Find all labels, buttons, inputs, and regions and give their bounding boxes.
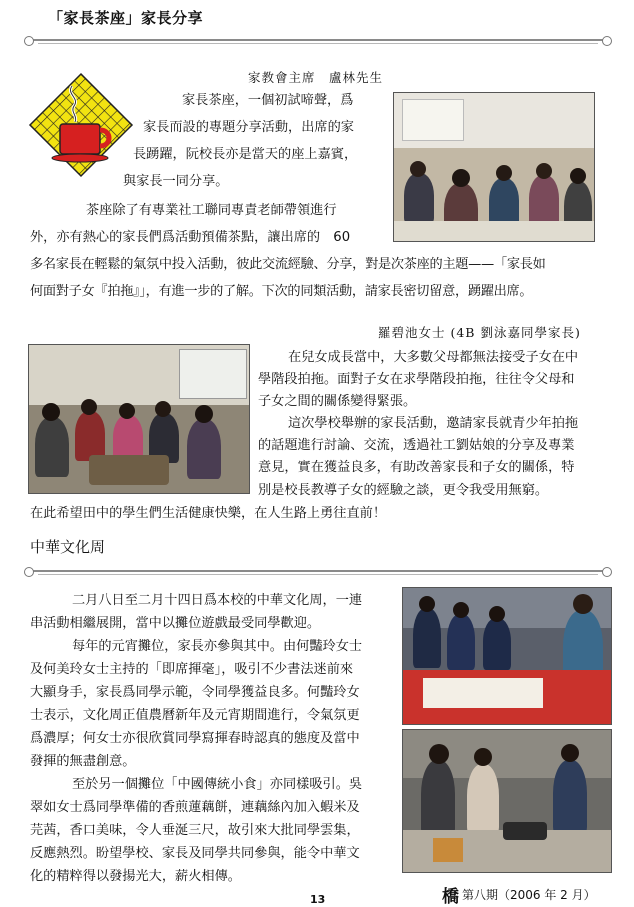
text-line: 發揮的無盡創意。	[30, 754, 136, 769]
section-title: 中華文化周	[30, 538, 106, 556]
text-line: 芫茜，香口美味，令人垂涎三尺，故引來大批同學雲集，	[30, 823, 360, 838]
text-line: 至於另一個攤位「中國傳統小食」亦同樣吸引。吳	[72, 777, 363, 792]
text-line: 這次學校舉辦的家長活動，邀請家長就青少年拍拖	[288, 416, 579, 431]
text-line: 與家長一同分享。	[123, 174, 229, 189]
text-line: 爲濃厚；何女士亦很欣賞同學寫揮春時認真的態度及當中	[30, 731, 360, 746]
food-stall-photo	[402, 729, 612, 873]
text-line: 士表示，文化周正值農曆新年及元宵期間進行，令氣氛更	[30, 708, 360, 723]
page-number: 13	[310, 893, 326, 906]
text-line: 外，亦有熱心的家長們爲活動預備茶點，讓出席的 60	[30, 230, 351, 245]
text-line: 的話題進行討論、交流，透過社工劉姑娘的分享及專業	[258, 438, 575, 453]
text-line: 大顯身手，家長爲同學示範，令同學獲益良多。何豔玲女	[30, 685, 360, 700]
text-line: 茶座除了有專業社工聯同專責老師帶領進行	[86, 203, 337, 218]
text-line: 在兒女成長當中，大多數父母都無法接受子女在中	[288, 350, 579, 365]
text-line: 二月八日至二月十四日爲本校的中華文化周，一連	[72, 593, 363, 608]
text-line: 何面對子女『拍拖』」，有進一步的了解。下次的同類活動，請家長密切留意，踴躍出席。	[30, 284, 533, 299]
text-line: 化的精粹得以發揚光大，薪火相傳。	[30, 869, 241, 884]
text-line: 反應熱烈。盼望學校、家長及同學共同參與，能令中華文	[30, 846, 360, 861]
text-line: 每年的元宵攤位，家長亦參與其中。由何豔玲女士	[72, 639, 363, 654]
divider-middle	[28, 567, 608, 577]
article1-author: 家教會主席 盧林先生	[248, 70, 384, 85]
text-line: 子女之間的關係變得緊張。	[258, 394, 417, 409]
text-line: 學階段拍拖。面對子女在求學階段拍拖，往往令父母和	[258, 372, 575, 387]
article2-author: 羅碧池女士 (4B 劉泳嘉同學家長)	[378, 325, 581, 340]
calligraphy-stall-photo	[402, 587, 612, 725]
text-line: 多名家長在輕鬆的氣氛中投入活動，彼此交流經驗、分享，對是次茶座的主題——「家長如	[30, 257, 546, 272]
publication-name: 橋	[442, 887, 459, 907]
text-line: 串活動相繼展開，當中以攤位遊戲最受同學歡迎。	[30, 616, 321, 631]
text-line: 翠如女士爲同學準備的香煎蓮藕餅，連藕絲內加入蝦米及	[30, 800, 360, 815]
page-title: 「家長茶座」家長分享	[48, 9, 204, 27]
text-line: 在此希望田中的學生們生活健康快樂，在人生路上勇往直前！	[30, 506, 387, 521]
text-line: 意見，實在獲益良多，有助改善家長和子女的關係，特	[258, 460, 575, 475]
parents-meeting-photo	[393, 92, 595, 242]
text-line: 長踴躍，阮校長亦是當天的座上嘉賓，	[133, 147, 358, 162]
text-line: 及何美玲女士主持的「即席揮毫」，吸引不少書法迷前來	[30, 662, 354, 677]
article2-paragraph	[0, 346, 634, 526]
text-line: 別是校長教導子女的經驗之談，更令我受用無窮。	[258, 483, 549, 498]
issue-label: 第八期（2006 年 2 月）	[462, 888, 596, 902]
text-line: 家長茶座，一個初試啼聲，爲	[182, 93, 354, 108]
text-line: 家長而設的專題分享活動，出席的家	[143, 120, 354, 135]
divider-top	[28, 36, 608, 46]
